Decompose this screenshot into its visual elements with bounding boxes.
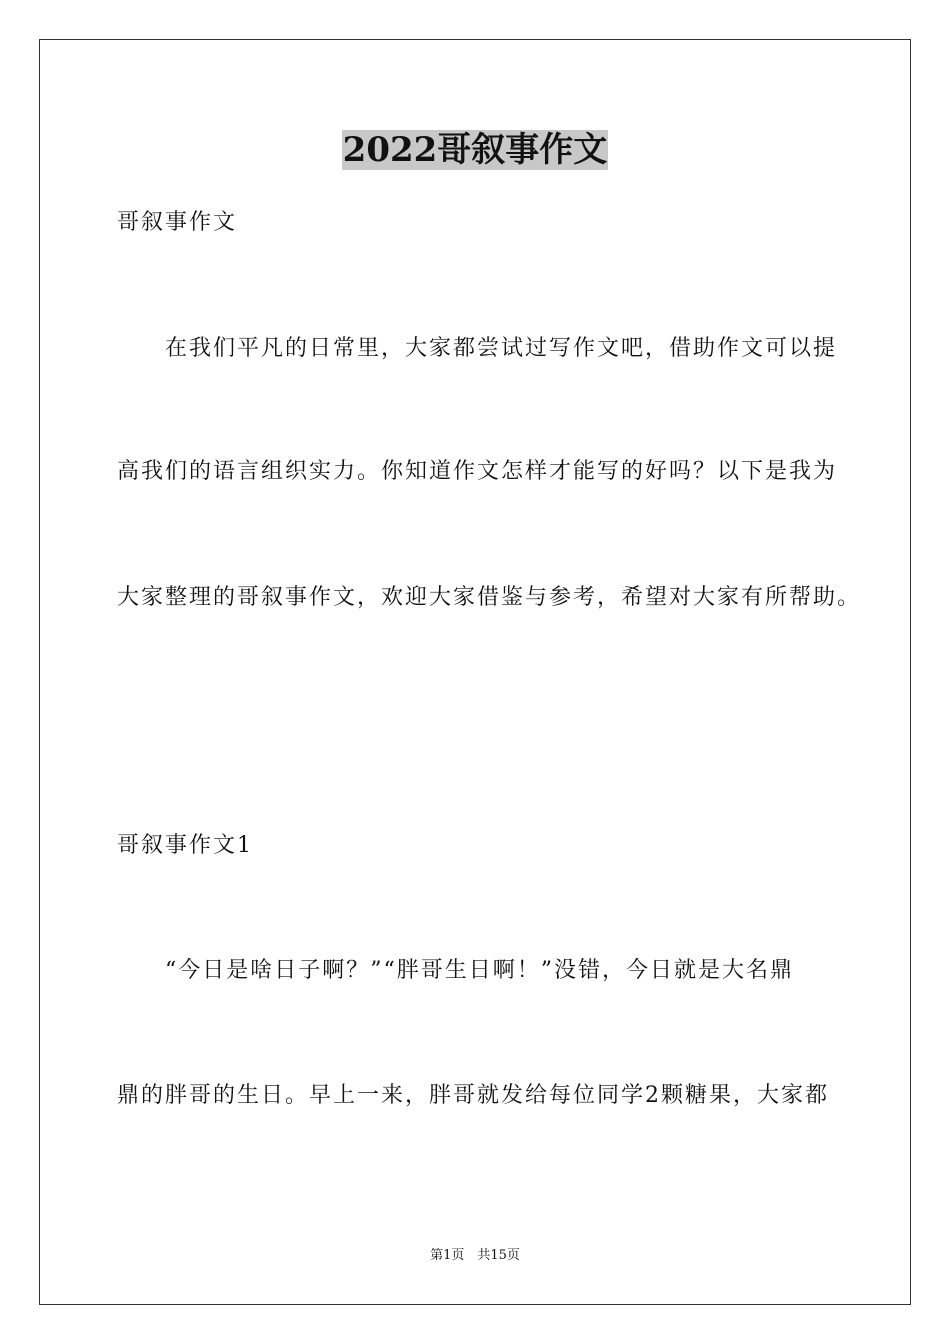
paragraph-line: 鼎的胖哥的生日。早上一来，胖哥就发给每位同学2颗糖果，大家都: [117, 1083, 829, 1108]
paragraph-line: 在我们平凡的日常里，大家都尝试过写作文吧，借助作文可以提: [165, 336, 838, 361]
document-title-text: 2022哥叙事作文: [342, 130, 608, 170]
section-heading-intro: 哥叙事作文: [117, 210, 238, 235]
document-title: [0, 128, 950, 172]
paragraph-line: “今日是啥日子啊？”“胖哥生日啊！”没错，今日就是大名鼎: [165, 958, 794, 983]
paragraph-line: 大家整理的哥叙事作文，欢迎大家借鉴与参考，希望对大家有所帮助。: [117, 585, 862, 610]
section-heading-essay-1: 哥叙事作文1: [117, 833, 253, 858]
paragraph-line: 高我们的语言组织实力。你知道作文怎样才能写的好吗？以下是我为: [117, 459, 838, 484]
page-footer: 第1页 共15页: [430, 1248, 520, 1263]
